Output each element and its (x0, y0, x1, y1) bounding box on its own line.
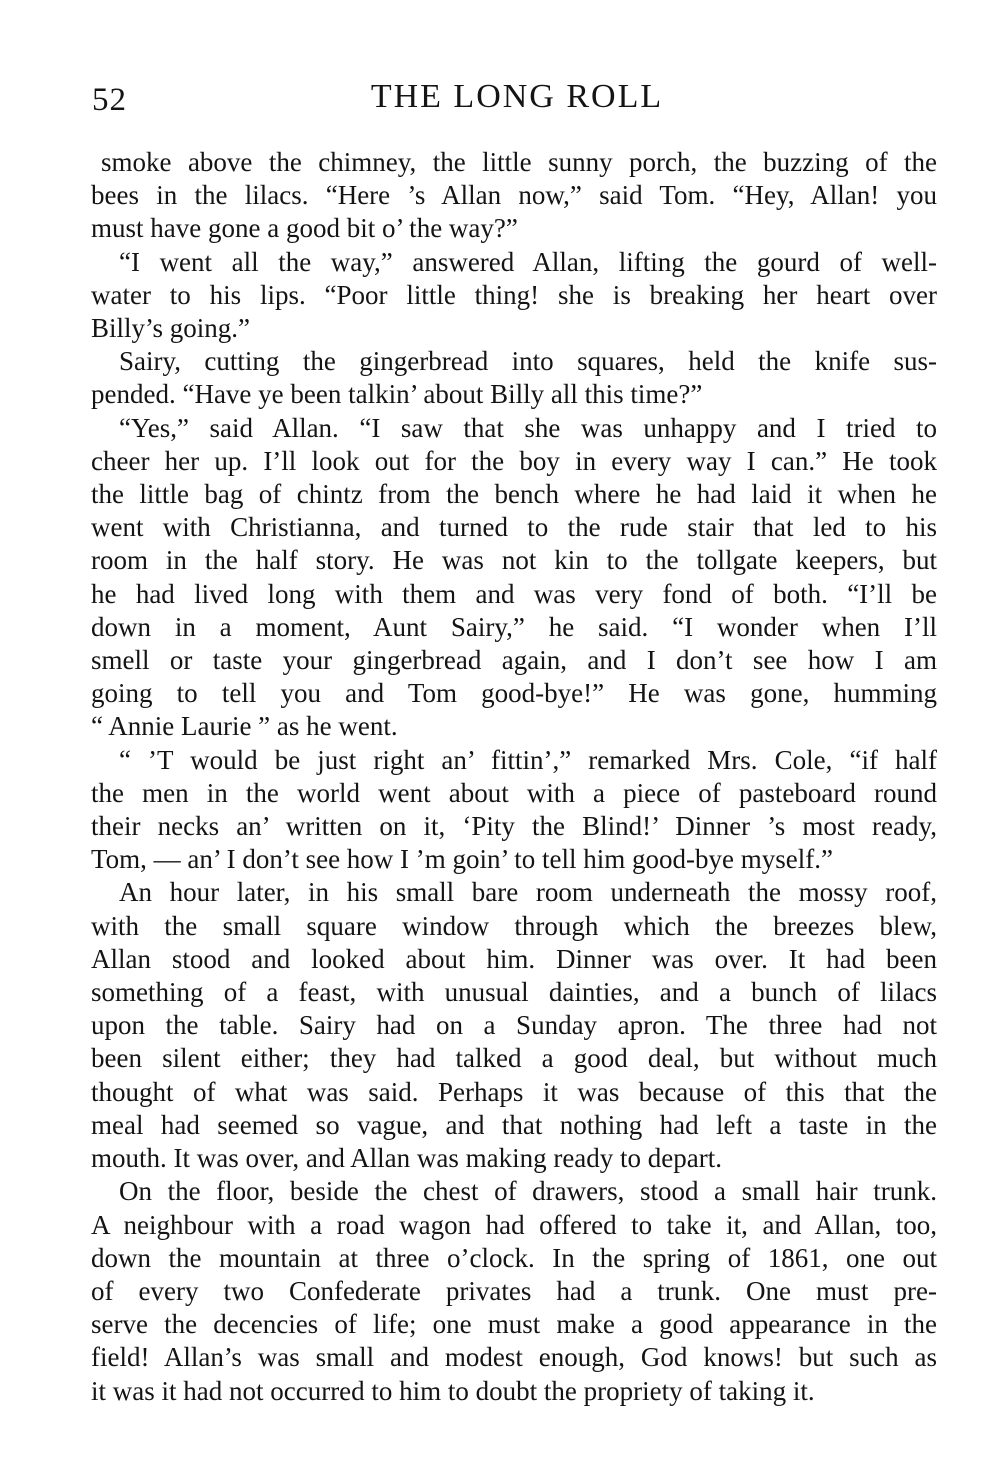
text-line: he had lived long with them and was very fond of both. “I’ll be (91, 578, 937, 609)
text-line: smoke above the chimney, the little sunny porch, the buzzing of the (101, 147, 937, 177)
paragraph (91, 146, 937, 246)
text-line: pended. “Have ye been talkin’ about Billy all this time?” (91, 379, 703, 410)
text-line: the men in the world went about with a piece of pasteboard round (91, 777, 937, 808)
text-line: On the floor, beside the chest of drawers, stood a small hair trunk. (119, 1176, 937, 1207)
paragraph (91, 876, 937, 1175)
text-line: Billy’s going.” (91, 313, 251, 344)
text-line: Sairy, cutting the gingerbread into squares, held the knife sus- (119, 346, 937, 377)
text-line: something of a feast, with unusual dainties, and a bunch of lilacs (91, 977, 937, 1008)
text-line: “ Annie Laurie ” as he went. (91, 711, 398, 742)
text-line: bees in the lilacs. “Here ’s Allan now,” said Tom. “Hey, Allan! you (91, 180, 937, 211)
text-line: been silent either; they had talked a good deal, but without much (91, 1043, 937, 1074)
text-line: must have gone a good bit o’ the way?” (91, 213, 518, 244)
text-line: their necks an’ written on it, ‘Pity the Blind!’ Dinner ’s most ready, (91, 811, 937, 842)
text-line: Allan stood and looked about him. Dinner was over. It had been (91, 943, 937, 974)
text-line: cheer her up. I’ll look out for the boy in every way I can.” He took (91, 445, 937, 476)
body-text (91, 146, 937, 1408)
paragraph (91, 412, 937, 744)
paragraph (91, 246, 937, 346)
text-line: serve the decencies of life; one must make a good appearance in the (91, 1309, 937, 1340)
text-line: water to his lips. “Poor little thing! she is breaking her heart over (91, 279, 937, 310)
text-line: it was it had not occurred to him to doubt the propriety of taking it. (91, 1375, 815, 1406)
text-line: A neighbour with a road wagon had offered to take it, and Allan, too, (91, 1209, 937, 1240)
text-line: mouth. It was over, and Allan was making ready to depart. (91, 1143, 723, 1174)
paragraph (91, 345, 937, 411)
text-line: of every two Confederate privates had a trunk. One must pre- (91, 1275, 937, 1306)
text-line: the little bag of chintz from the bench where he had laid it when he (91, 479, 937, 510)
paragraph (91, 1175, 937, 1407)
text-line: meal had seemed so vague, and that nothing had left a taste in the (91, 1109, 937, 1140)
text-line: “Yes,” said Allan. “I saw that she was unhappy and I tried to (119, 412, 937, 443)
text-line: down the mountain at three o’clock. In the spring of 1861, one out (91, 1242, 937, 1273)
text-line: An hour later, in his small bare room underneath the mossy roof, (119, 877, 937, 908)
text-line: down in a moment, Aunt Sairy,” he said. “I wonder when I’ll (91, 611, 937, 642)
text-line: upon the table. Sairy had on a Sunday apron. The three had not (91, 1010, 937, 1041)
text-line: “ ’T would be just right an’ fittin’,” remarked Mrs. Cole, “if half (119, 744, 937, 775)
text-line: went with Christianna, and turned to the rude stair that led to his (91, 512, 937, 543)
text-line: going to tell you and Tom good-bye!” He was gone, humming (91, 678, 937, 709)
text-line: thought of what was said. Perhaps it was because of this that the (91, 1076, 937, 1107)
text-line: smell or taste your gingerbread again, and I don’t see how I am (91, 645, 937, 676)
paragraph (91, 744, 937, 877)
text-line: field! Allan’s was small and modest enough, God knows! but such as (91, 1342, 937, 1373)
running-head (92, 78, 942, 128)
text-line: with the small square window through which the breezes blew, (91, 910, 937, 941)
page-number: 52 (92, 82, 127, 118)
running-title: THE LONG ROLL (370, 78, 664, 115)
text-line: room in the half story. He was not kin to the tollgate keepers, but (91, 545, 937, 576)
text-line: “I went all the way,” answered Allan, lifting the gourd of well- (119, 246, 937, 277)
text-line: Tom, — an’ I don’t see how I ’m goin’ to tell him good-bye myself.” (91, 844, 833, 875)
